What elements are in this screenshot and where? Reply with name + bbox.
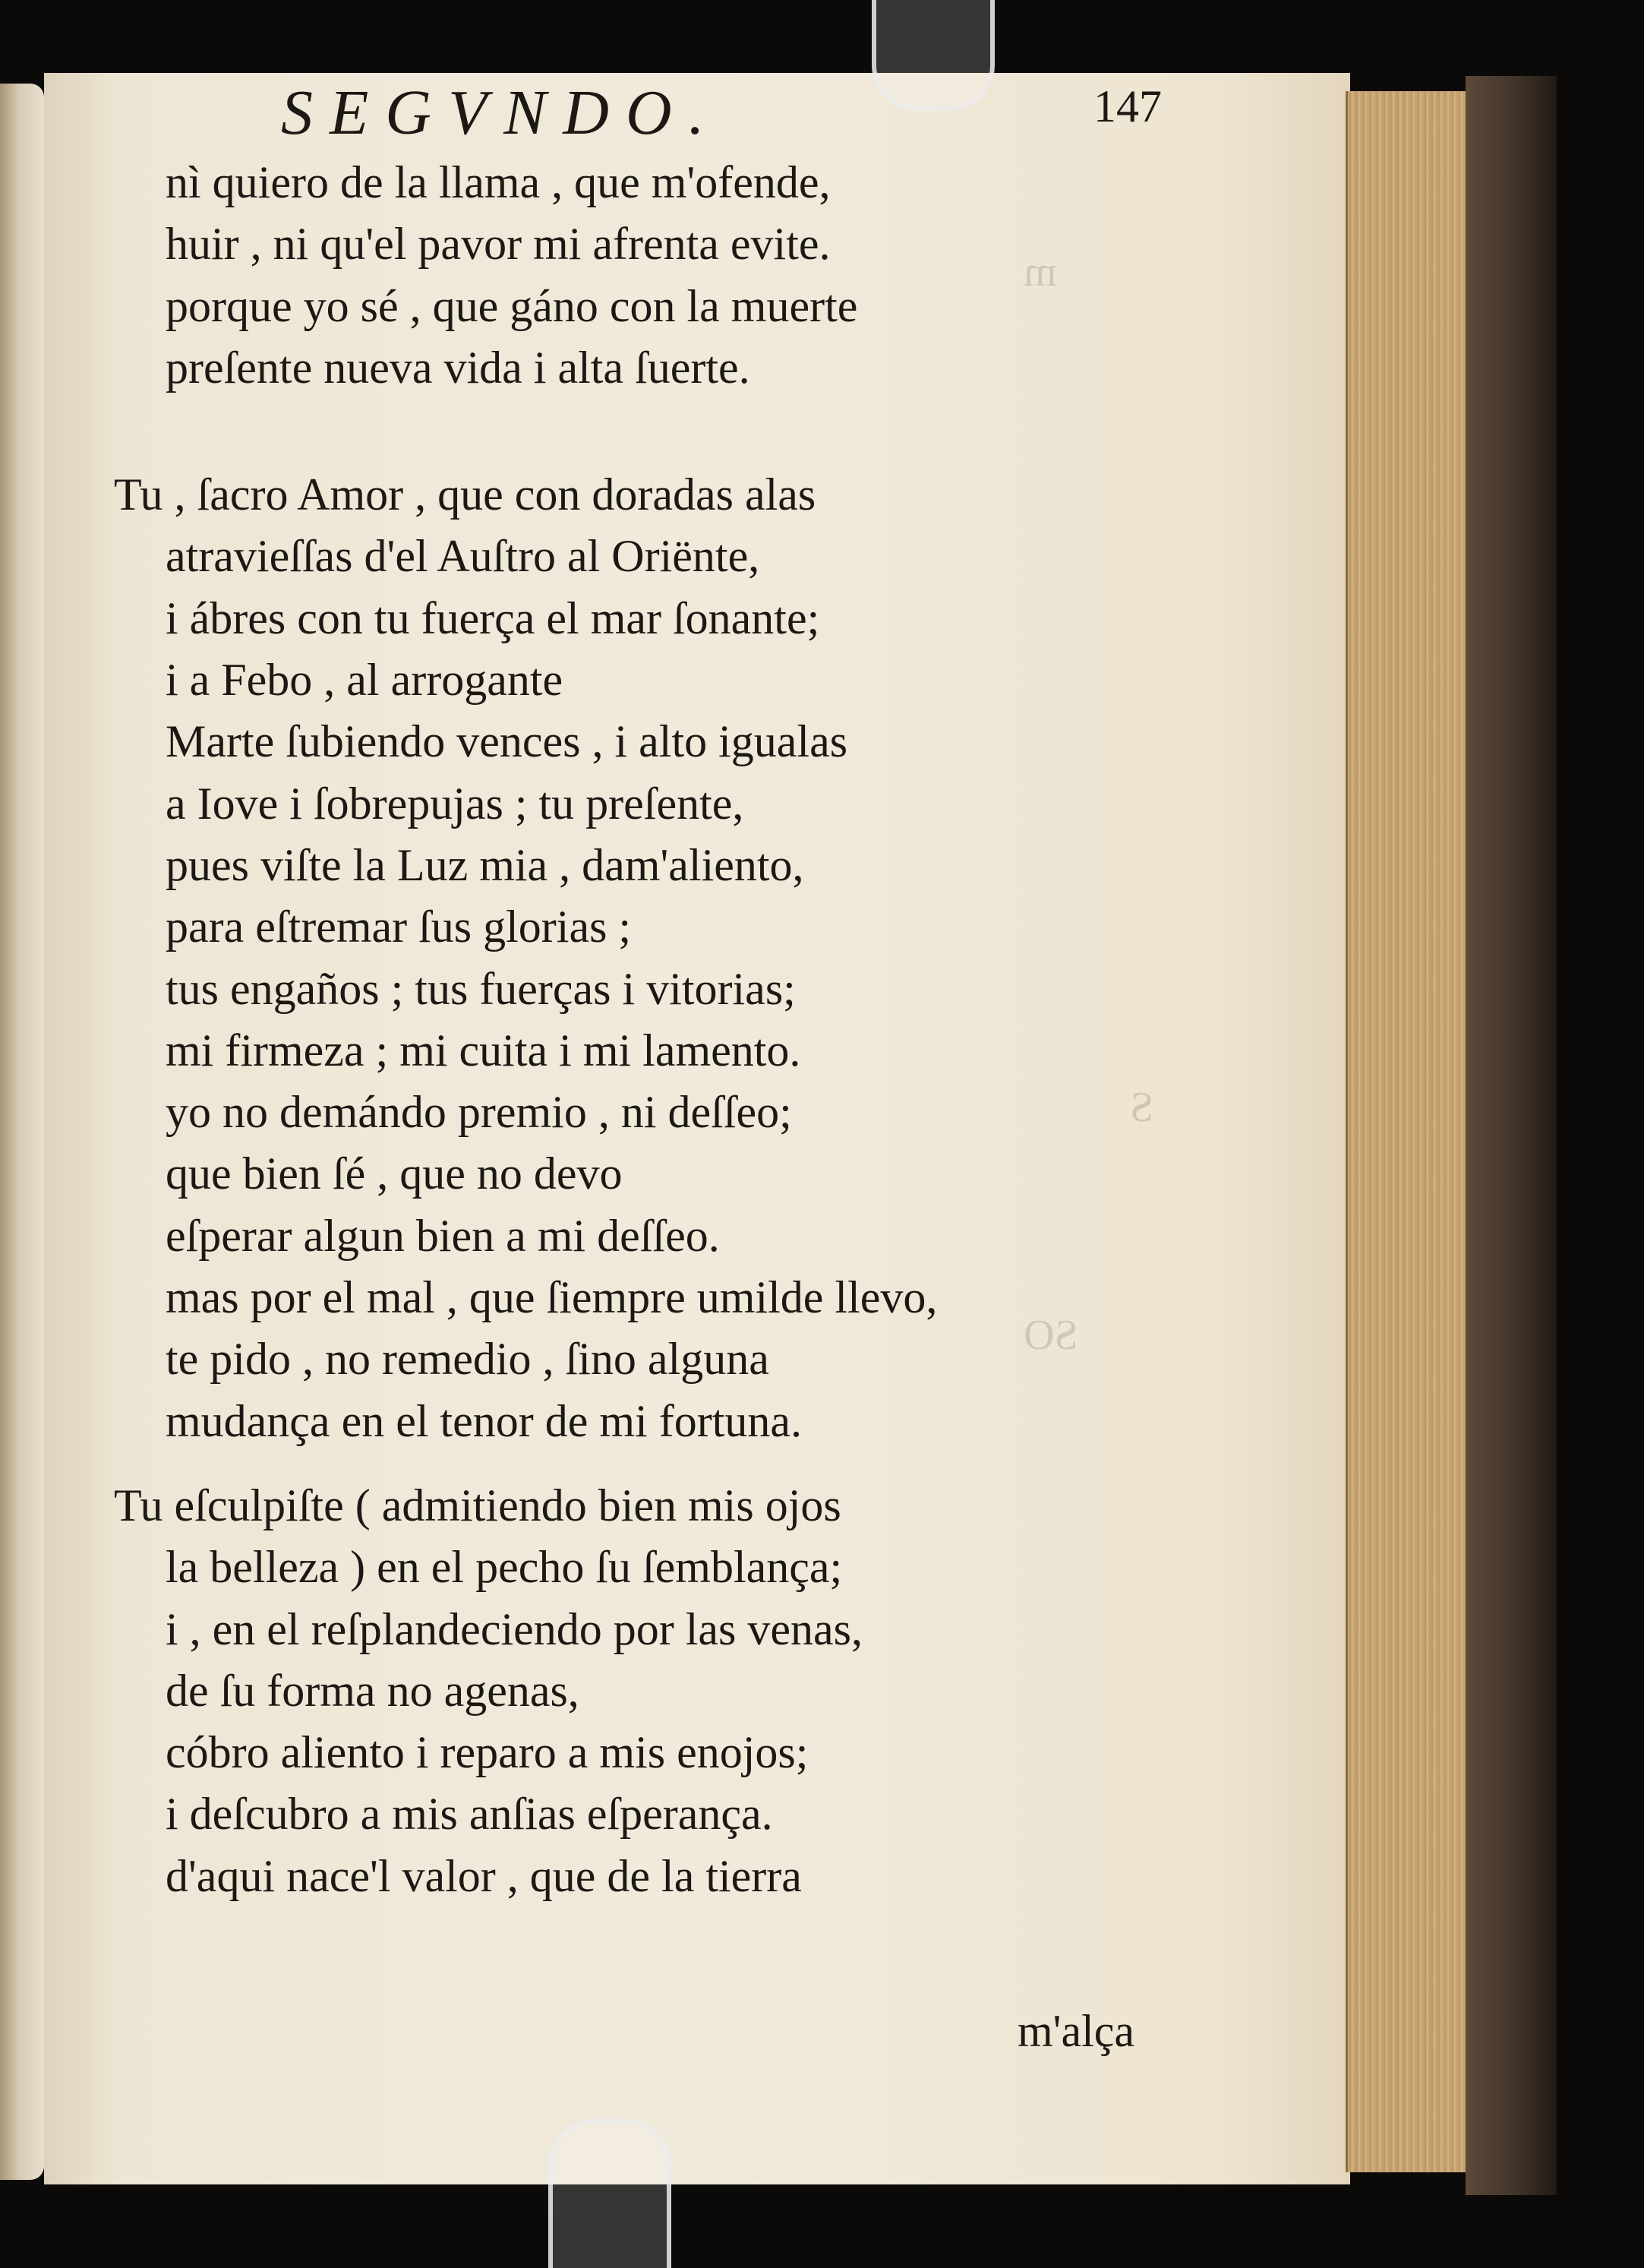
verse-line: i ábres con tu fuerça el mar ſonante; [166, 592, 820, 643]
catchword: m'alça [1018, 2006, 1135, 2056]
running-head: SEGVNDO. [281, 77, 721, 148]
verse-line: huir , ni qu'el pavor mi afrenta evite. [166, 219, 831, 270]
verse-line: la belleza ) en el pecho ſu ſemblança; [166, 1542, 843, 1593]
verse-line: de ſu forma no agenas, [166, 1665, 579, 1716]
verse-line: mi firmeza ; mi cuita i mi lamento. [166, 1025, 801, 1076]
verse-line: eſperar algun bien a mi deſſeo. [166, 1210, 720, 1261]
stanza-break [114, 1452, 1177, 1475]
verse-line: tus engaños ; tus fuerças i vitorias; [166, 963, 796, 1014]
verse-line: para eſtremar ſus glorias ; [166, 902, 632, 952]
verse-line: mudança en el tenor de mi fortuna. [166, 1395, 803, 1446]
verse-line: nì quiero de la llama , que m'ofende, [166, 157, 831, 207]
page-clip [548, 2119, 671, 2268]
verse-line: que bien ſé , que no devo [166, 1148, 623, 1199]
page-number: 147 [1093, 81, 1162, 131]
verse-line: Marte ſubiendo vences , i alto igualas [166, 716, 848, 767]
verse-line: yo no demándo premio , ni deſſeo; [166, 1087, 792, 1138]
show-through-text: S [1130, 1084, 1154, 1131]
book-cover [1466, 76, 1557, 2195]
page-edges [1346, 91, 1468, 2172]
verse-line: a Iove i ſobrepujas ; tu preſente, [166, 778, 744, 829]
show-through-text: m [1024, 248, 1057, 295]
verse-line: Tu , ſacro Amor , que con doradas alas [114, 469, 816, 520]
verse-line: te pido , no remedio , ſino alguna [166, 1334, 769, 1385]
verse-line: i , en el reſplandeciendo por las venas, [166, 1603, 863, 1654]
facing-page-edge [0, 84, 44, 2180]
verse-line: i a Febo , al arrogante [166, 655, 563, 706]
verse-line: atravieſſas d'el Auſtro al Oriënte, [166, 531, 760, 582]
poem-text [114, 152, 1177, 1907]
stanza-break [114, 399, 1177, 464]
verse-line: i deſcubro a mis anſias eſperança. [166, 1789, 773, 1840]
page-clip [872, 0, 995, 111]
verse-line: pues viſte la Luz mia , dam'aliento, [166, 839, 804, 890]
verse-line: Tu eſculpiſte ( admitiendo bien mis ojos [114, 1480, 841, 1530]
verse-line: mas por el mal , que ſiempre umilde llevo, [166, 1272, 938, 1323]
verse-line: cóbro aliento i reparo a mis enojos; [166, 1727, 809, 1778]
show-through-text: SO [1024, 1312, 1078, 1359]
verse-line: d'aqui nace'l valor , que de la tierra [166, 1850, 802, 1901]
verse-line: porque yo sé , que gáno con la muerte [166, 280, 858, 331]
verse-line: preſente nueva vida i alta ſuerte. [166, 342, 750, 393]
